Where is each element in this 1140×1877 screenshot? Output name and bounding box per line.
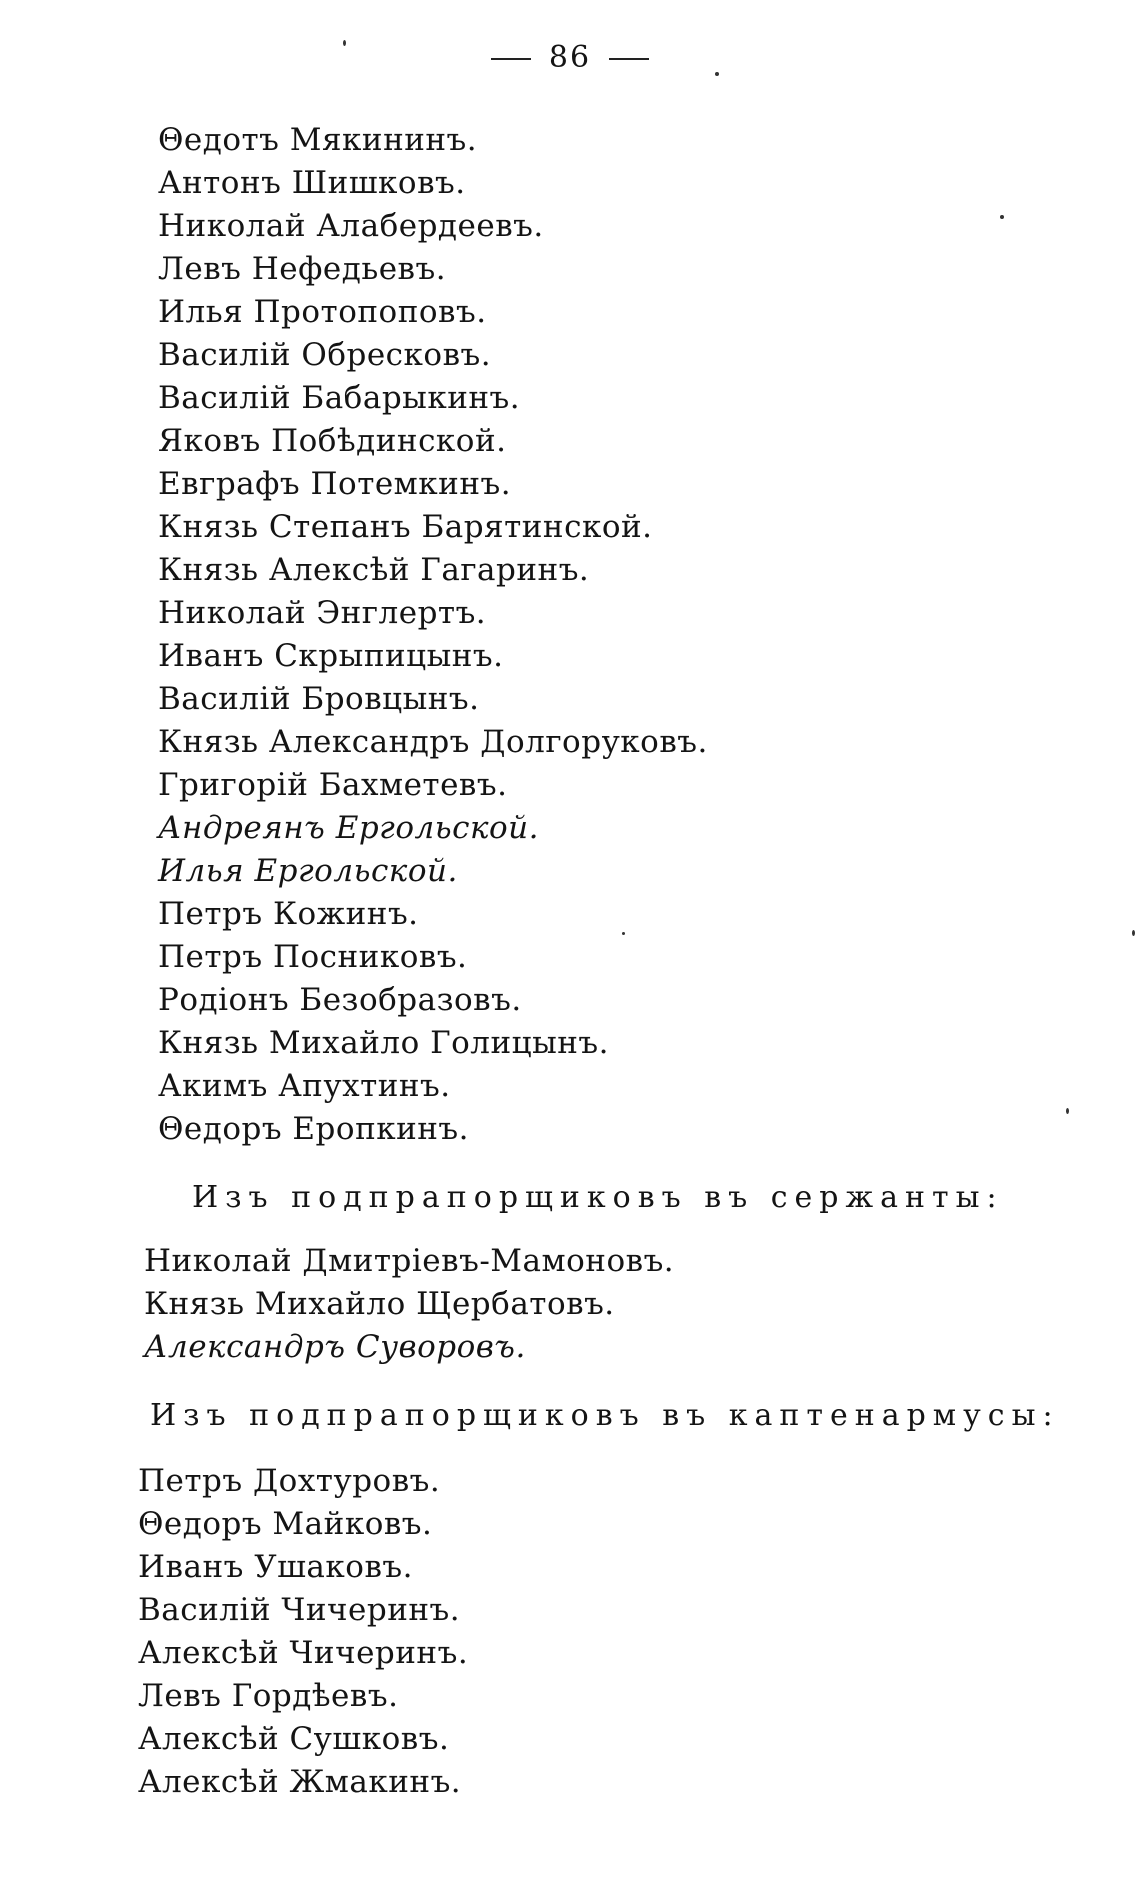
name-entry: Александръ Суворовъ. bbox=[144, 1329, 526, 1365]
page-number: 86 bbox=[548, 40, 592, 75]
right-dash bbox=[609, 58, 649, 60]
name-entry: Николай Дмитріевъ-Мамоновъ. bbox=[144, 1243, 675, 1279]
name-entry: Евграфъ Потемкинъ. bbox=[158, 466, 512, 502]
scan-speck bbox=[715, 72, 719, 76]
name-entry: Николай Энглертъ. bbox=[158, 595, 487, 631]
name-entry: Петръ Посниковъ. bbox=[158, 939, 468, 975]
name-entry: Князь Алексѣй Гагаринъ. bbox=[158, 552, 590, 588]
name-entry: Князь Александръ Долгоруковъ. bbox=[158, 724, 708, 760]
name-entry: Илья Протопоповъ. bbox=[158, 294, 487, 330]
name-entry: Князь Михайло Щербатовъ. bbox=[144, 1286, 615, 1322]
name-entry: Левъ Гордѣевъ. bbox=[138, 1678, 399, 1714]
name-entry: Князь Михайло Голицынъ. bbox=[158, 1025, 609, 1061]
name-entry: Антонъ Шишковъ. bbox=[158, 165, 466, 201]
scan-speck bbox=[622, 932, 625, 935]
name-entry: Алексѣй Сушковъ. bbox=[138, 1721, 450, 1757]
page-number-header bbox=[0, 40, 1140, 75]
name-entry: Алексѣй Чичеринъ. bbox=[138, 1635, 469, 1671]
name-entry: Иванъ Ушаковъ. bbox=[138, 1549, 413, 1585]
name-entry: Николай Алабердеевъ. bbox=[158, 208, 544, 244]
name-entry: Θедоръ Майковъ. bbox=[138, 1506, 433, 1542]
name-entry: Алексѣй Жмакинъ. bbox=[138, 1764, 462, 1800]
name-entry: Левъ Нефедьевъ. bbox=[158, 251, 447, 287]
name-entry: Θедоръ Еропкинъ. bbox=[158, 1111, 470, 1147]
name-entry: Акимъ Апухтинъ. bbox=[158, 1068, 451, 1104]
name-entry: Василій Бабарыкинъ. bbox=[158, 380, 521, 416]
name-entry: Василій Чичеринъ. bbox=[138, 1592, 461, 1628]
scan-speck bbox=[1066, 1108, 1069, 1114]
name-entry: Петръ Дохтуровъ. bbox=[138, 1463, 441, 1499]
name-entry: Илья Ергольской. bbox=[158, 853, 458, 889]
section-heading-kaptenarmus: Изъ подпрапорщиковъ въ каптенармусы: bbox=[150, 1398, 1060, 1433]
name-list-2 bbox=[144, 1240, 674, 1369]
scan-speck bbox=[1132, 930, 1135, 936]
name-entry: Василій Бровцынъ. bbox=[158, 681, 480, 717]
name-entry: Петръ Кожинъ. bbox=[158, 896, 419, 932]
scan-speck bbox=[343, 40, 346, 46]
name-entry: Князь Степанъ Барятинской. bbox=[158, 509, 653, 545]
name-entry: Θедотъ Мякининъ. bbox=[158, 122, 478, 158]
scan-speck bbox=[1000, 215, 1004, 219]
name-entry: Яковъ Побѣдинской. bbox=[158, 423, 507, 459]
name-entry: Родіонъ Безобразовъ. bbox=[158, 982, 522, 1018]
left-dash bbox=[491, 58, 531, 60]
name-list-1 bbox=[158, 119, 708, 1151]
section-heading-sergeants: Изъ подпрапорщиковъ въ сержанты: bbox=[192, 1180, 1004, 1215]
name-entry: Григорій Бахметевъ. bbox=[158, 767, 508, 803]
name-entry: Андреянъ Ергольской. bbox=[158, 810, 539, 846]
name-entry: Иванъ Скрыпицынъ. bbox=[158, 638, 504, 674]
name-entry: Василій Обресковъ. bbox=[158, 337, 492, 373]
name-list-3 bbox=[138, 1460, 468, 1804]
